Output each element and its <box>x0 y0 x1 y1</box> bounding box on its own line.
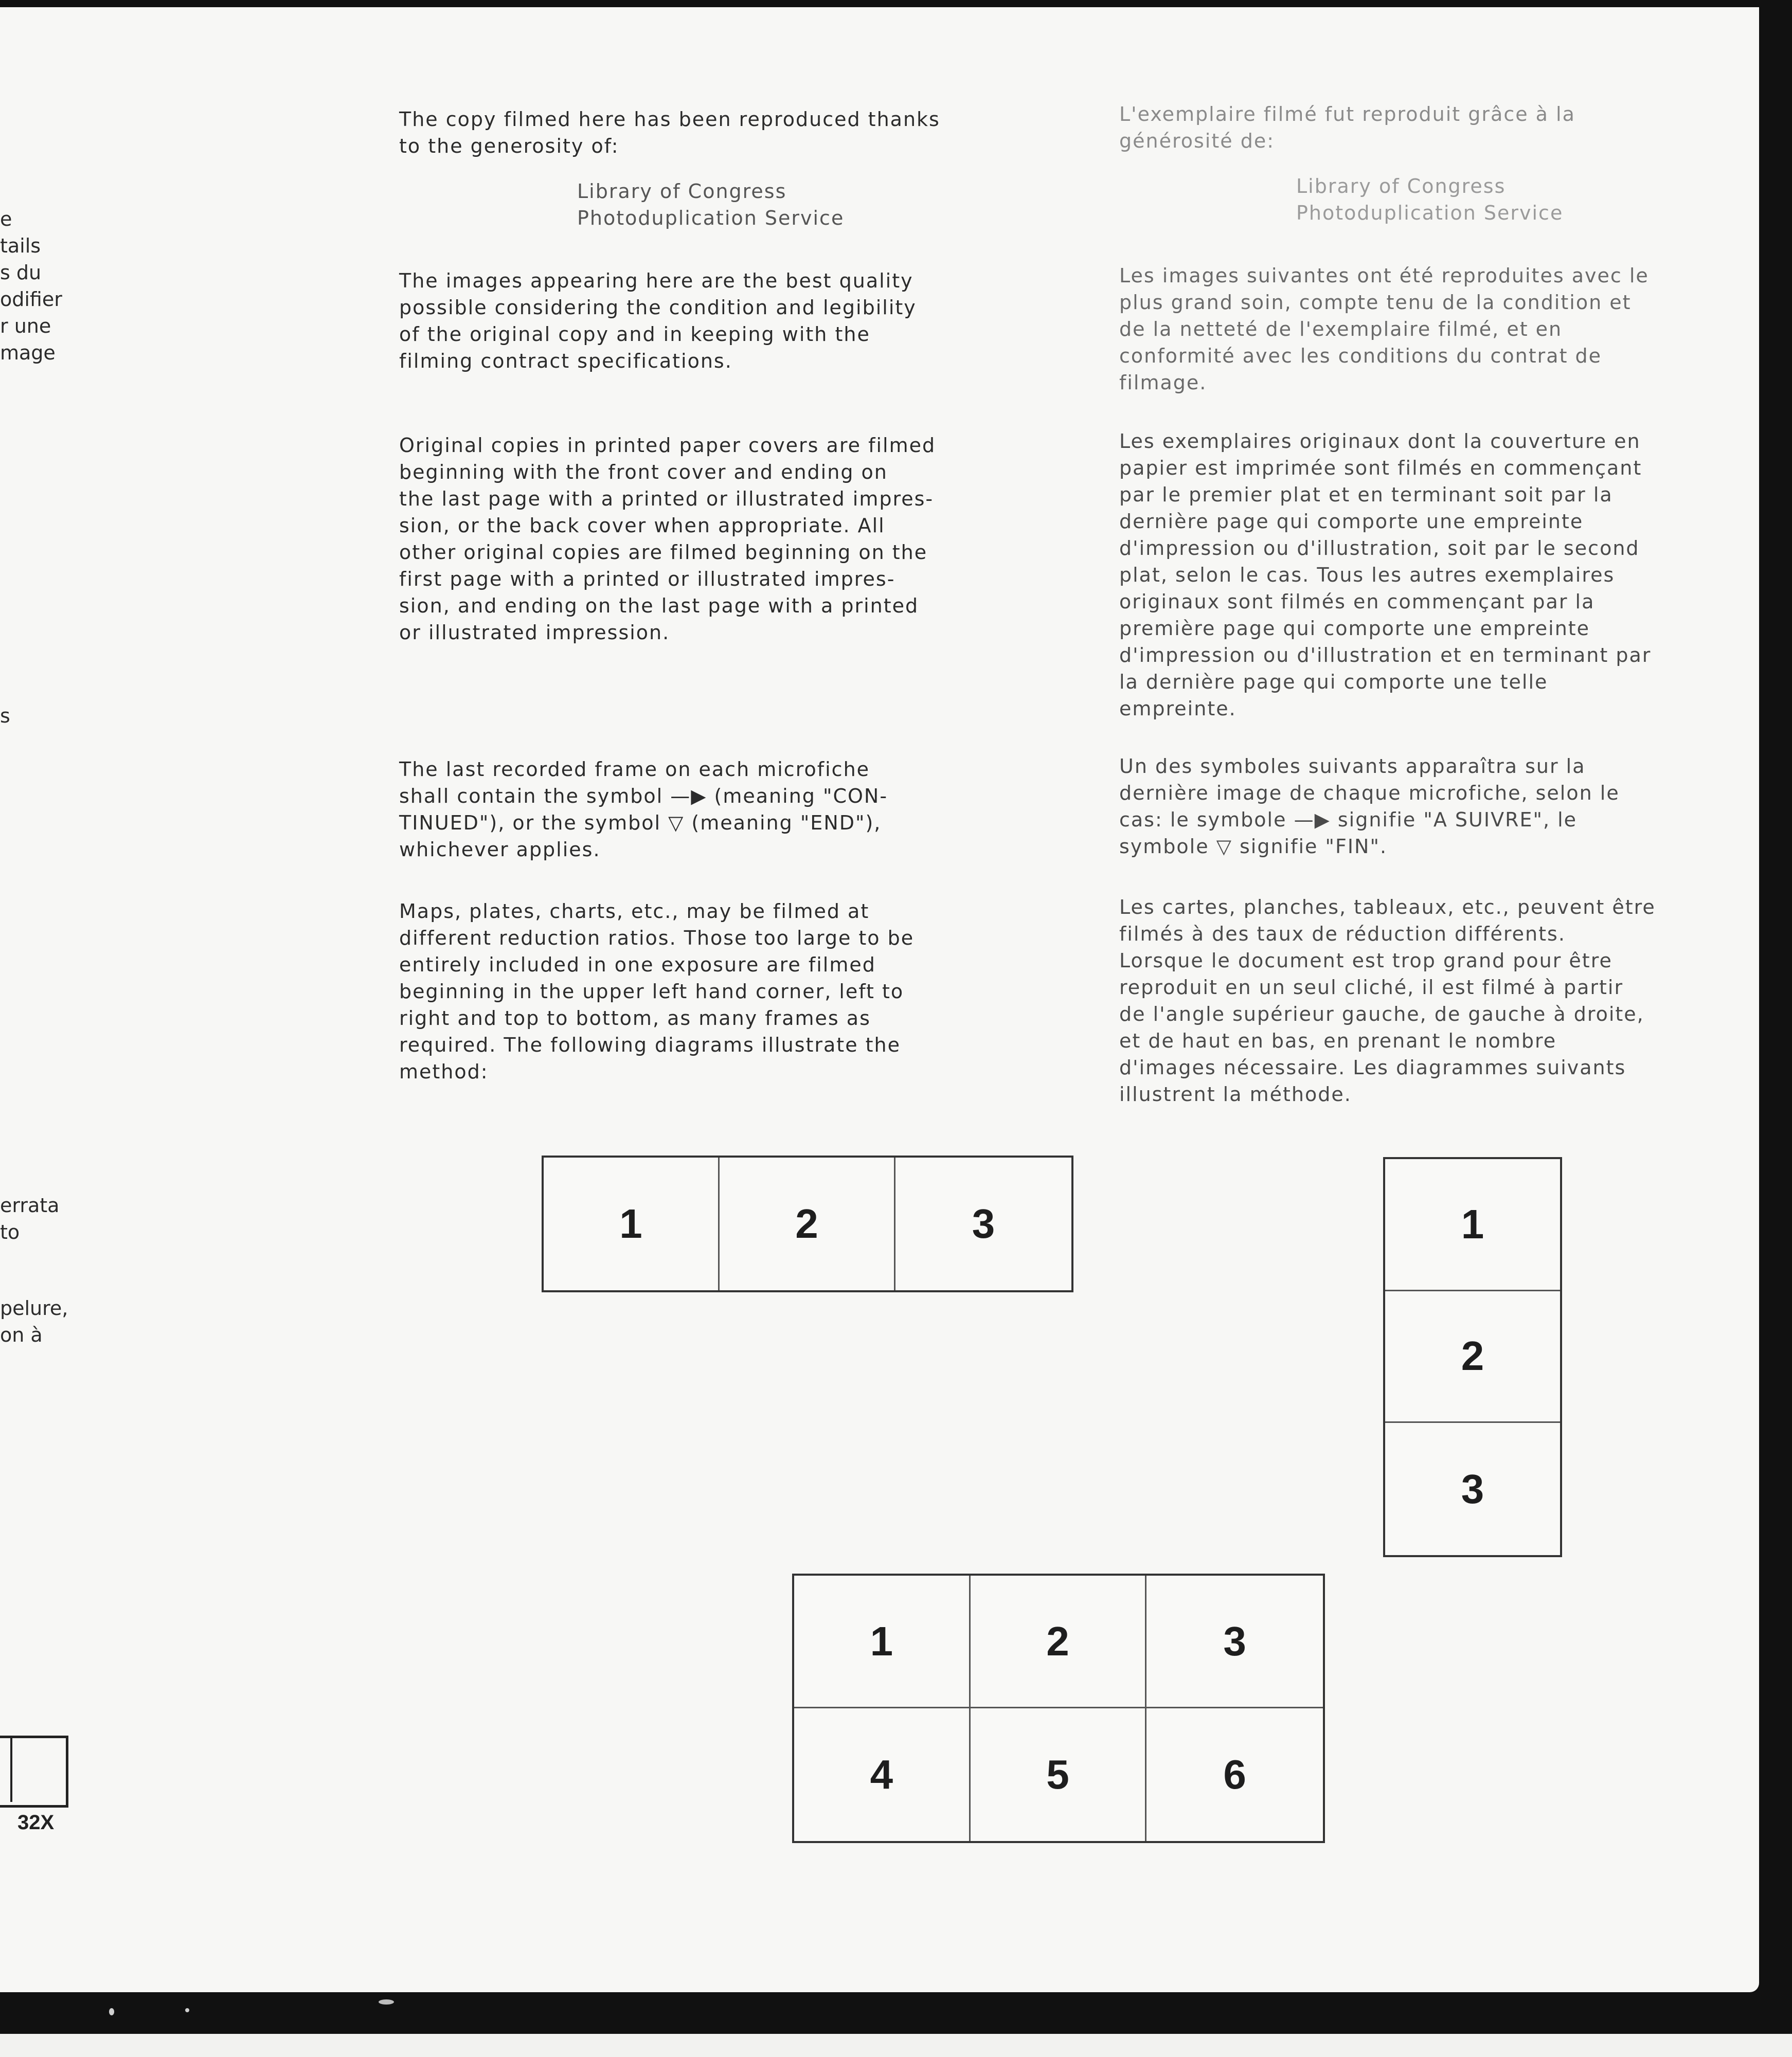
film-speck <box>379 1999 394 2005</box>
fr-maps-paragraph: Les cartes, planches, tableaux, etc., peuvent être filmés à des taux de réduction différents. Lorsque le document est trop grand pour être reproduit en un seul cliché, il est filmé à partir de l'angle supérieur gauche, de gauche à droite, et de haut en bas, en prenant le nombre d'images nécessaire. Les diagrammes suivants illustrent la méthode. <box>1119 896 1656 1106</box>
frame-cell: 5 <box>971 1708 1147 1841</box>
en-library-name: Library of Congress Photoduplication Service <box>577 180 845 229</box>
scale-label: 32X <box>17 1811 55 1834</box>
resolution-scale-tick <box>10 1738 12 1802</box>
frame-cell: 1 <box>544 1158 720 1290</box>
fr-generosity-paragraph: L'exemplaire filmé fut reproduit grâce à la générosité de: <box>1119 103 1575 152</box>
frame-cell: 2 <box>971 1576 1147 1708</box>
frame-cell: 3 <box>1461 1466 1484 1512</box>
frame-cell: 3 <box>1146 1576 1323 1708</box>
fr-library-name: Library of Congress Photoduplication Service <box>1296 175 1564 224</box>
en-quality-paragraph: The images appearing here are the best quality possible considering the condition and legibility of the original copy and in keeping with the filming contract specifications. <box>399 269 917 372</box>
film-speck <box>109 2008 114 2015</box>
en-maps-paragraph: Maps, plates, charts, etc., may be filmed at different reduction ratios. Those too large to be entirely included in one exposure are filmed beginning in the upper left hand corner, left to right and top to bottom, as many frames as required. The following diagrams illustrate the method: <box>399 900 915 1083</box>
edge-text-block-4: pelure, on à <box>0 1297 68 1346</box>
diagram-vertical-frames <box>1383 1157 1562 1557</box>
frame-cell: 3 <box>972 1201 995 1247</box>
diagram-grid-frames <box>792 1574 1325 1843</box>
en-generosity-paragraph: The copy filmed here has been reproduced thanks to the generosity of: <box>399 108 940 157</box>
edge-text-block-1: e tails s du odifier r une mage <box>0 208 62 364</box>
frame-cell: 1 <box>1385 1159 1560 1291</box>
fr-symbols-paragraph: Un des symboles suivants apparaîtra sur la dernière image de chaque microfiche, selon le cas: le symbole —▶ signifie "A SUIVRE", le symbole ▽ signifie "FIN". <box>1119 755 1620 858</box>
film-edge-strip <box>0 2034 1792 2057</box>
en-covers-paragraph: Original copies in printed paper covers are filmed beginning with the front cover and ending on the last page with a printed or illustrated impres- sion, or the back cover when appropriate. All other original copies are filmed beginning on the first page with a printed or illustrated impres- sion, and ending on the last page with a printed or illustrated impression. <box>399 434 936 644</box>
fr-quality-paragraph: Les images suivantes ont été reproduites avec le plus grand soin, compte tenu de la condition et de la netteté de l'exemplaire filmé, et en conformité avec les conditions du contrat de filmage. <box>1119 264 1649 394</box>
edge-text-block-3: errata to <box>0 1194 60 1243</box>
en-symbols-paragraph: The last recorded frame on each microfiche shall contain the symbol —▶ (meaning "CON- TINUED"), or the symbol ▽ (meaning "END"), whichever applies. <box>399 758 888 861</box>
frame-cell: 6 <box>1223 1752 1246 1797</box>
frame-cell: 4 <box>794 1708 971 1841</box>
diagram-horizontal-frames <box>542 1156 1073 1292</box>
edge-text-block-2: s <box>0 705 10 727</box>
frame-cell: 2 <box>1385 1291 1560 1423</box>
frame-cell: 1 <box>794 1576 971 1708</box>
frame-cell: 2 <box>720 1158 895 1290</box>
fr-covers-paragraph: Les exemplaires originaux dont la couverture en papier est imprimée sont filmés en commençant par le premier plat et en terminant soit par la dernière page qui comporte une empreinte d'impression ou d'illustration, soit par le second plat, selon le cas. Tous les autres exemplaires originaux sont filmés en commençant par la première page qui comporte une empreinte d'impression ou d'illustration et en terminant par la dernière page qui comporte une telle empreinte. <box>1119 430 1652 720</box>
film-speck <box>185 2008 189 2012</box>
